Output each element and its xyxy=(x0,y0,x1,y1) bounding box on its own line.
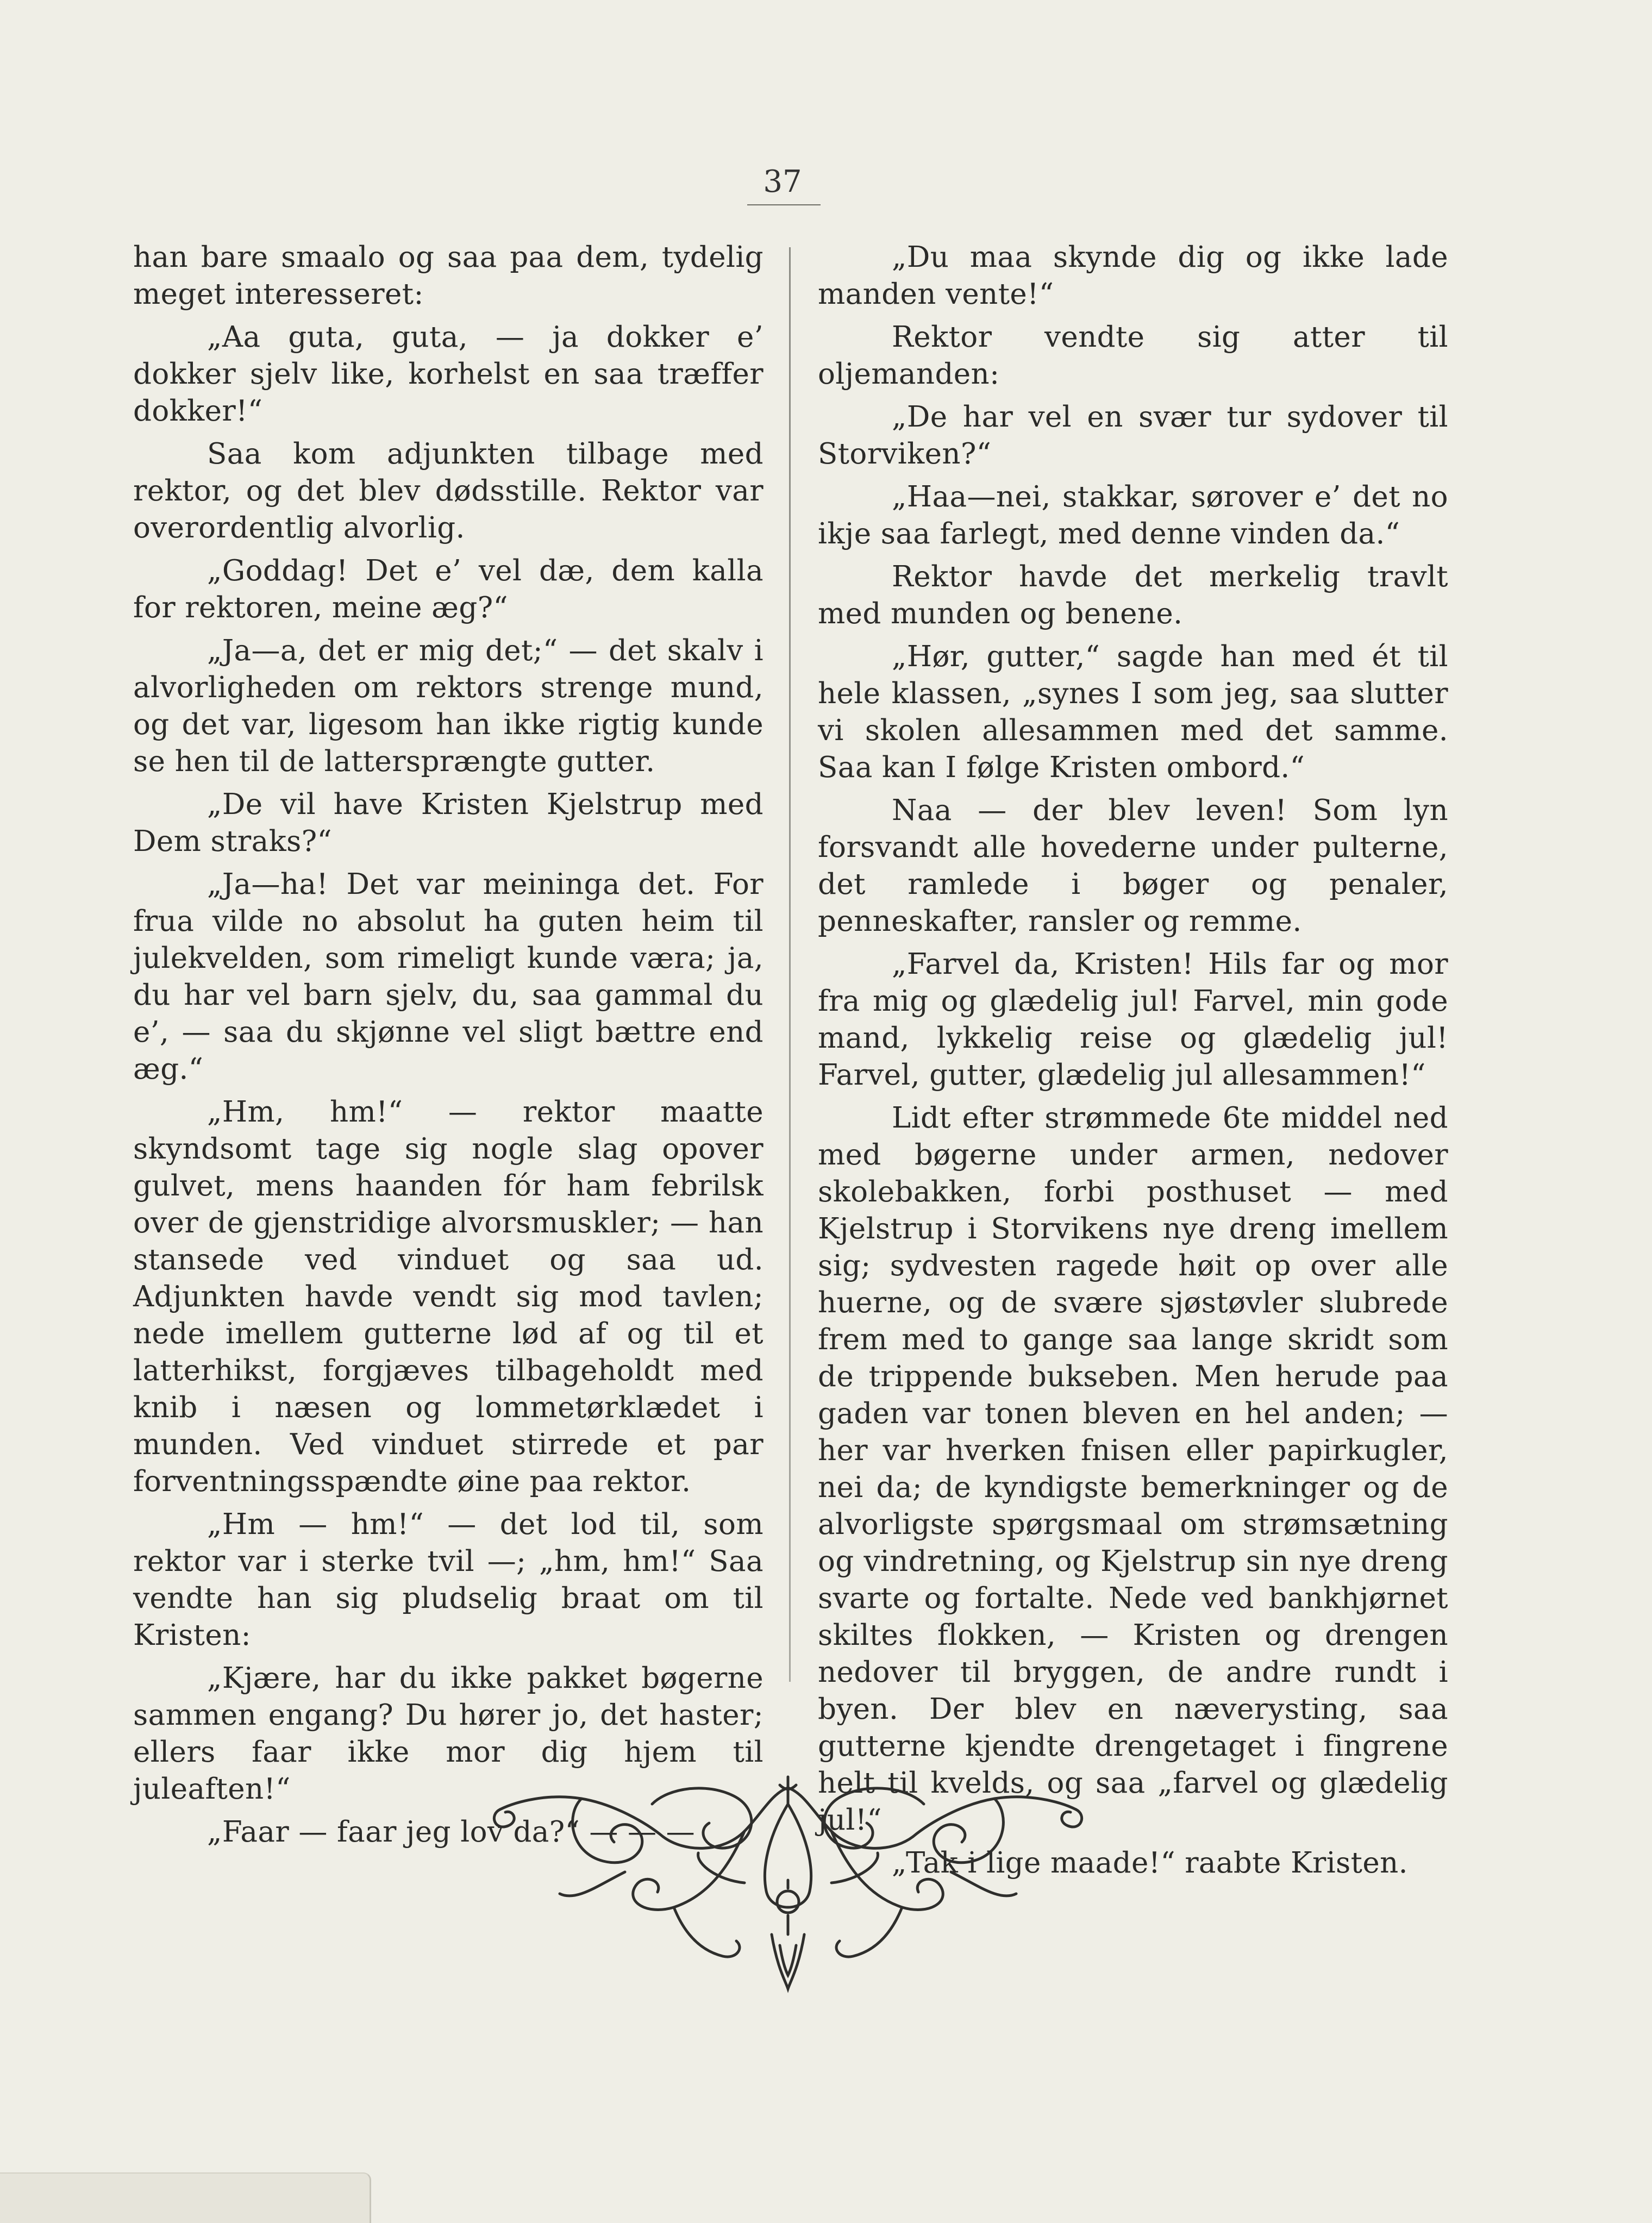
ornament-left-half xyxy=(494,1788,788,1957)
paragraph: Naa — der blev leven! Som lyn forsvandt alle hovederne under pulterne, det ramlede i bøger og penaler, penneskafter, ransler og remme. xyxy=(818,794,1448,938)
paragraph: Rektor havde det merkelig travlt med munden og benene. xyxy=(818,560,1448,630)
paragraph: Lidt efter strømmede 6te middel ned med bøgerne under armen, nedover skolebakken, forbi posthuset — med Kjelstrup i Storvikens nye dreng imellem sig; sydvesten ragede høit op over alle huerne, og de svære sjøstøvler slubrede frem med to gange saa lange skridt som de trippende bukseben. Men herude paa gaden var tonen bleven en hel anden; — her var hverken fnisen eller papirkugler, nei da; de kyndigste bemerkninger og de alvorligste spørgsmaal om strømsætning og vindretning, og Kjelstrup sin nye dreng svarte og fortalte. Nede ved bankhjørnet skiltes flokken, — Kristen og drengen nedover til bryggen, de andre rundt i byen. Der blev en næverysting, saa gutterne kjendte drengetaget i fingrene helt til kvelds, og saa „farvel og glædelig jul!“ xyxy=(818,1101,1448,1837)
left-column xyxy=(133,239,764,1857)
paragraph: „Ja—a, det er mig det;“ — det skalv i alvorligheden om rektors strenge mund, og det var, ligesom han ikke rigtig kunde se hen til de lattersprængte gutter. xyxy=(133,634,764,778)
paragraph: „Tak i lige maade!“ raabte Kristen. xyxy=(892,1846,1408,1880)
ornament-svg xyxy=(489,1771,1087,2000)
paragraph: „Hm — hm!“ — det lod til, som rektor var i sterke tvil —; „hm, hm!“ Saa vendte han sig pludselig braat om til Kristen: xyxy=(133,1508,764,1652)
paragraph: „Du maa skynde dig og ikke lade manden vente!“ xyxy=(818,241,1448,311)
scroll-flourish-icon xyxy=(489,1771,1087,2000)
page-number-rule xyxy=(747,204,821,205)
paragraph: Saa kom adjunkten tilbage med rektor, og det blev dødsstille. Rektor var overordentlig alvorlig. xyxy=(133,437,764,544)
paragraph: „Hm, hm!“ — rektor maatte skyndsomt tage sig nogle slag opover gulvet, mens haanden fór ham febrilsk over de gjenstridige alvorsmuskler; — han stansede ved vinduet og saa ud. Adjunkten havde vendt sig mod tavlen; nede imellem gutterne lød af og til et latterhikst, forgjæves tilbageholdt med knib i næsen og lommetørklædet i munden. Ved vinduet stirrede et par forventningsspændte øine paa rektor. xyxy=(133,1095,764,1498)
paragraph: „Faar — faar jeg lov da?“ — — — xyxy=(207,1815,696,1849)
paragraph: „Farvel da, Kristen! Hils far og mor fra mig og glædelig jul! Farvel, min gode mand, lykkelig reise og glædelig jul! Farvel, gutter, glædelig jul allesammen!“ xyxy=(818,948,1448,1092)
paragraph: „Haa—nei, stakkar, sørover e’ det no ikje saa farlegt, med denne vinden da.“ xyxy=(818,480,1448,550)
paragraph: „Kjære, har du ikke pakket bøgerne sammen engang? Du hører jo, det haster; ellers faar ikke mor dig hjem til juleaften!“ xyxy=(133,1662,764,1806)
paragraph: „Hør, gutter,“ sagde han med ét til hele klassen, „synes I som jeg, saa slutter vi skolen allesammen med det samme. Saa kan I følge Kristen ombord.“ xyxy=(818,640,1448,784)
column-divider xyxy=(789,247,791,1682)
ornament-center xyxy=(765,1777,811,1989)
page-edge-tab xyxy=(0,2172,371,2223)
ornament-right-half xyxy=(788,1788,1082,1957)
paragraph: „De vil have Kristen Kjelstrup med Dem straks?“ xyxy=(133,788,764,858)
paragraph: „Ja—ha! Det var meininga det. For frua vilde no absolut ha guten heim til julekvelden, som rimeligt kunde væra; ja, du har vel barn sjelv, du, saa gammal du e’, — saa du skjønne vel sligt bættre end æg.“ xyxy=(133,868,764,1086)
paragraph: „Goddag! Det e’ vel dæ, dem kalla for rektoren, meine æg?“ xyxy=(133,554,764,624)
paragraph: han bare smaalo og saa paa dem, tydelig meget interesseret: xyxy=(133,241,764,311)
paragraph: „De har vel en svær tur sydover til Storviken?“ xyxy=(818,400,1448,471)
paragraph: Rektor vendte sig atter til oljemanden: xyxy=(818,321,1448,391)
right-column xyxy=(818,239,1448,1888)
page-number: 37 xyxy=(763,164,802,199)
paragraph: „Aa guta, guta, — ja dokker e’ dokker sjelv like, korhelst en saa træffer dokker!“ xyxy=(133,321,764,428)
